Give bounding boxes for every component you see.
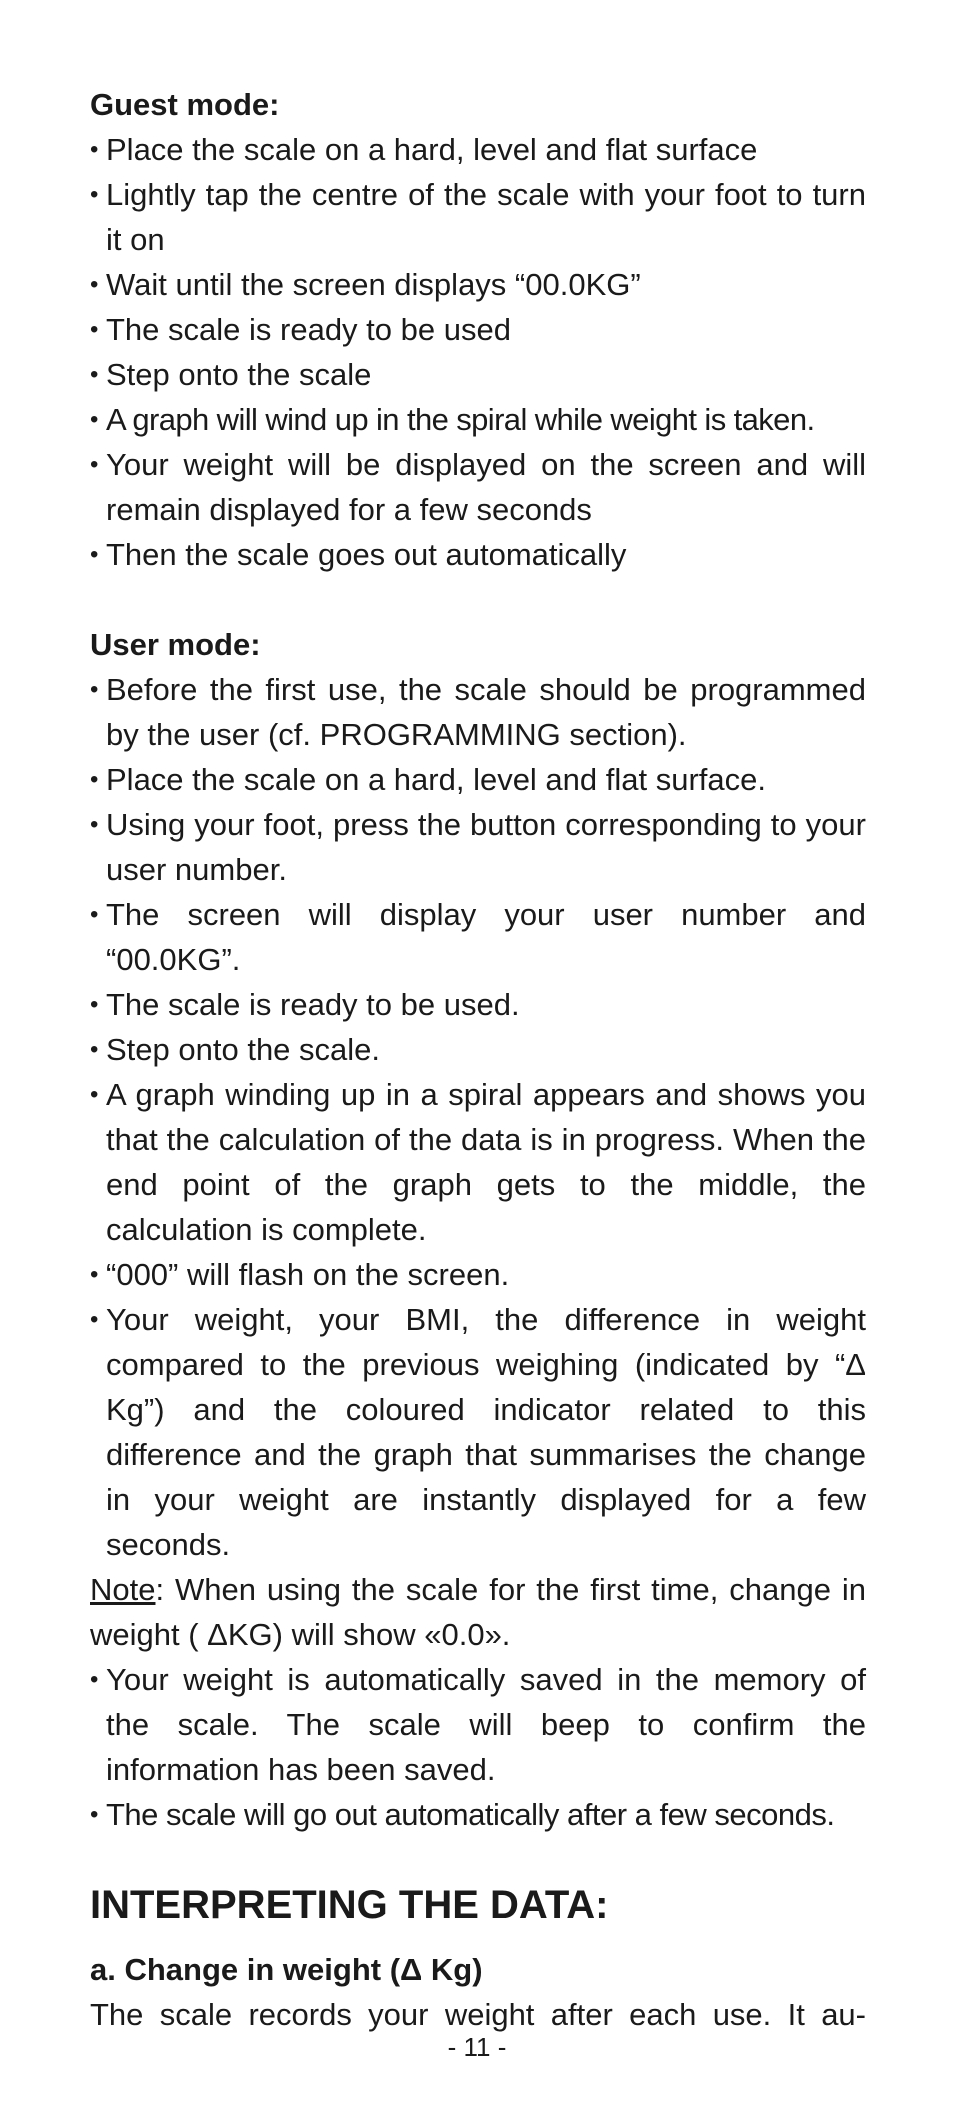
interpreting-heading: INTERPRETING THE DATA:: [90, 1883, 609, 1927]
list-item: • Place the scale on a hard, level and flat surface: [90, 127, 866, 172]
change-in-weight-paragraph: The scale records your weight after each use. It au-: [90, 1997, 866, 2032]
document-page: [90, 82, 866, 2037]
guest-mode-heading: Guest mode:: [90, 87, 280, 122]
list-item: • Your weight will be displayed on the screen and will remain displayed for a few seconds: [90, 442, 866, 532]
list-item: • Place the scale on a hard, level and flat surface.: [90, 757, 866, 802]
list-item: • The screen will display your user number and “00.0KG”.: [90, 892, 866, 982]
guest-mode-list: [90, 127, 866, 577]
list-item: • Your weight, your BMI, the difference in weight compared to the previous weighing (indicated by “Δ Kg”) and the coloured indicator related to this difference and the graph that summarises the change in your weight are instantly displayed for a few seconds.: [90, 1297, 866, 1567]
list-item: • Before the first use, the scale should be programmed by the user (cf. PROGRAMMING section).: [90, 667, 866, 757]
list-item: • Step onto the scale.: [90, 1027, 866, 1072]
change-in-weight-heading: a. Change in weight (Δ Kg): [90, 1952, 483, 1987]
user-mode-list: [90, 667, 866, 1567]
note-label: Note: [90, 1572, 156, 1607]
list-item: • Lightly tap the centre of the scale with your foot to turn it on: [90, 172, 866, 262]
list-item: • “000” will flash on the screen.: [90, 1252, 866, 1297]
list-item: • A graph winding up in a spiral appears and shows you that the calculation of the data is in progress. When the end point of the graph gets to the middle, the calculation is complete.: [90, 1072, 866, 1252]
list-item: • The scale will go out automatically after a few seconds.: [90, 1792, 866, 1837]
list-item: • Step onto the scale: [90, 352, 866, 397]
list-item: • Wait until the screen displays “00.0KG”: [90, 262, 866, 307]
list-item: • Using your foot, press the button corresponding to your user number.: [90, 802, 866, 892]
note-text: : When using the scale for the first time, change in weight ( ΔKG) will show «0.0».: [90, 1572, 866, 1652]
page-number: - 11 -: [447, 2032, 507, 2062]
list-item: • Then the scale goes out automatically: [90, 532, 866, 577]
list-item: • The scale is ready to be used.: [90, 982, 866, 1027]
note-paragraph: [90, 1567, 866, 1657]
user-mode-heading: User mode:: [90, 627, 261, 662]
list-item: • Your weight is automatically saved in the memory of the scale. The scale will beep to confirm the information has been saved.: [90, 1657, 866, 1792]
user-mode-list-continued: [90, 1657, 866, 1837]
section-spacer: [90, 577, 866, 622]
list-item: • The scale is ready to be used: [90, 307, 866, 352]
list-item: • A graph will wind up in the spiral while weight is taken.: [90, 397, 866, 442]
